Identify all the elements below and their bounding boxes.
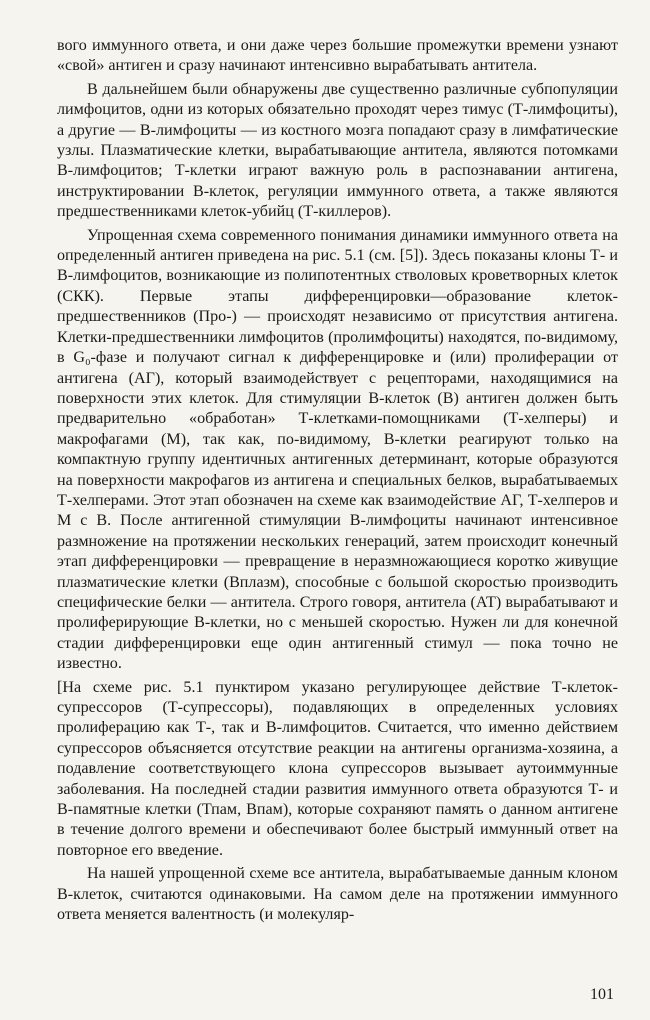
- paragraph-lymphocyte-subpopulations: В дальнейшем были обнаружены две существенно различные субпопуляции лимфоцитов, одни из которых обязательно проходят через тимус (Т-лимфоциты), а другие — В-лимфоциты — из костного мозга попадают сразу в лимфатические узлы. Плазматические клетки, вырабатывающие антитела, являются потомками В-лимфоцитов; Т-клетки играют важную роль в распознавании антигена, инструктировании В-клеток, регуляции иммунного ответа, а также являются предшественниками клеток-убийц (Т-киллеров).: [57, 80, 618, 221]
- body-text: [57, 36, 618, 925]
- paragraph-immune-response-scheme: Упрощенная схема современного понимания динамики иммунного ответа на определенный антиген приведена на рис. 5.1 (см. [5]). Здесь показаны клоны Т- и В-лимфоцитов, возникающие из полипотентных стволовых кроветворных клеток (СКК). Первые этапы дифференцировки—образование клеток-предшественников (Про-) — происходят независимо от присутствия антигена. Клетки-предшественники лимфоцитов (пролимфоциты) находятся, по-видимому, в G₀-фазе и получают сигнал к дифференцировке и (или) пролиферации от антигена (АГ), который взаимодействует с рецепторами, находящимися на поверхности этих клеток. Для стимуляции В-клеток (В) антиген должен быть предварительно «обработан» Т-клетками-помощниками (Т-хелперы) и макрофагами (М), так как, по-видимому, В-клетки реагируют только на компактную группу идентичных антигенных детерминант, которые образуются на поверхности макрофагов из антигена и специальных белков, вырабатываемых Т-хелперами. Этот этап обозначен на схеме как взаимодействие АГ, Т-хелперов и М с В. После антигенной стимуляции В-лимфоциты начинают интенсивное размножение на протяжении нескольких генераций, затем происходит конечный этап дифференцировки — превращение в неразмножающиеся коротко живущие плазматические клетки (Вплазм), способные с большой скоростью производить специфические белки — антитела. Строго говоря, антитела (АТ) вырабатывают и пролиферирующие В-клетки, но с меньшей скоростью. Нужен ли для конечной стадии дифференцировки еще один антигенный стимул — пока точно не известно.: [57, 226, 618, 673]
- page-number: 101: [590, 986, 614, 1003]
- paragraph-continuation: вого иммунного ответа, и они даже через большие промежутки времени узнают «свой» антиген и сразу начинают интенсивно вырабатывать антитела.: [57, 37, 618, 75]
- paragraph-antibodies: На нашей упрощенной схеме все антитела, вырабатываемые данным клоном В-клеток, считаются одинаковыми. На самом деле на протяжении иммунного ответа меняется валентность (и молекуляр-: [57, 865, 618, 924]
- paragraph-suppressors: [На схеме рис. 5.1 пунктиром указано регулирующее действие Т-клеток-супрессоров (Т-супрессоры), подавляющих в определенных условиях пролиферацию как Т-, так и В-лимфоцитов. Считается, что именно действием супрессоров объясняется отсутствие реакции на антигены организма-хозяина, а подавление соответствующего клона супрессоров вызывает аутоиммунные заболевания. На последней стадии развития иммунного ответа образуются Т- и В-памятные клетки (Тпам, Впам), которые сохраняют память о данном антигене в течение долгого времени и обеспечивают более быстрый иммунный ответ на повторное его введение.: [57, 678, 618, 859]
